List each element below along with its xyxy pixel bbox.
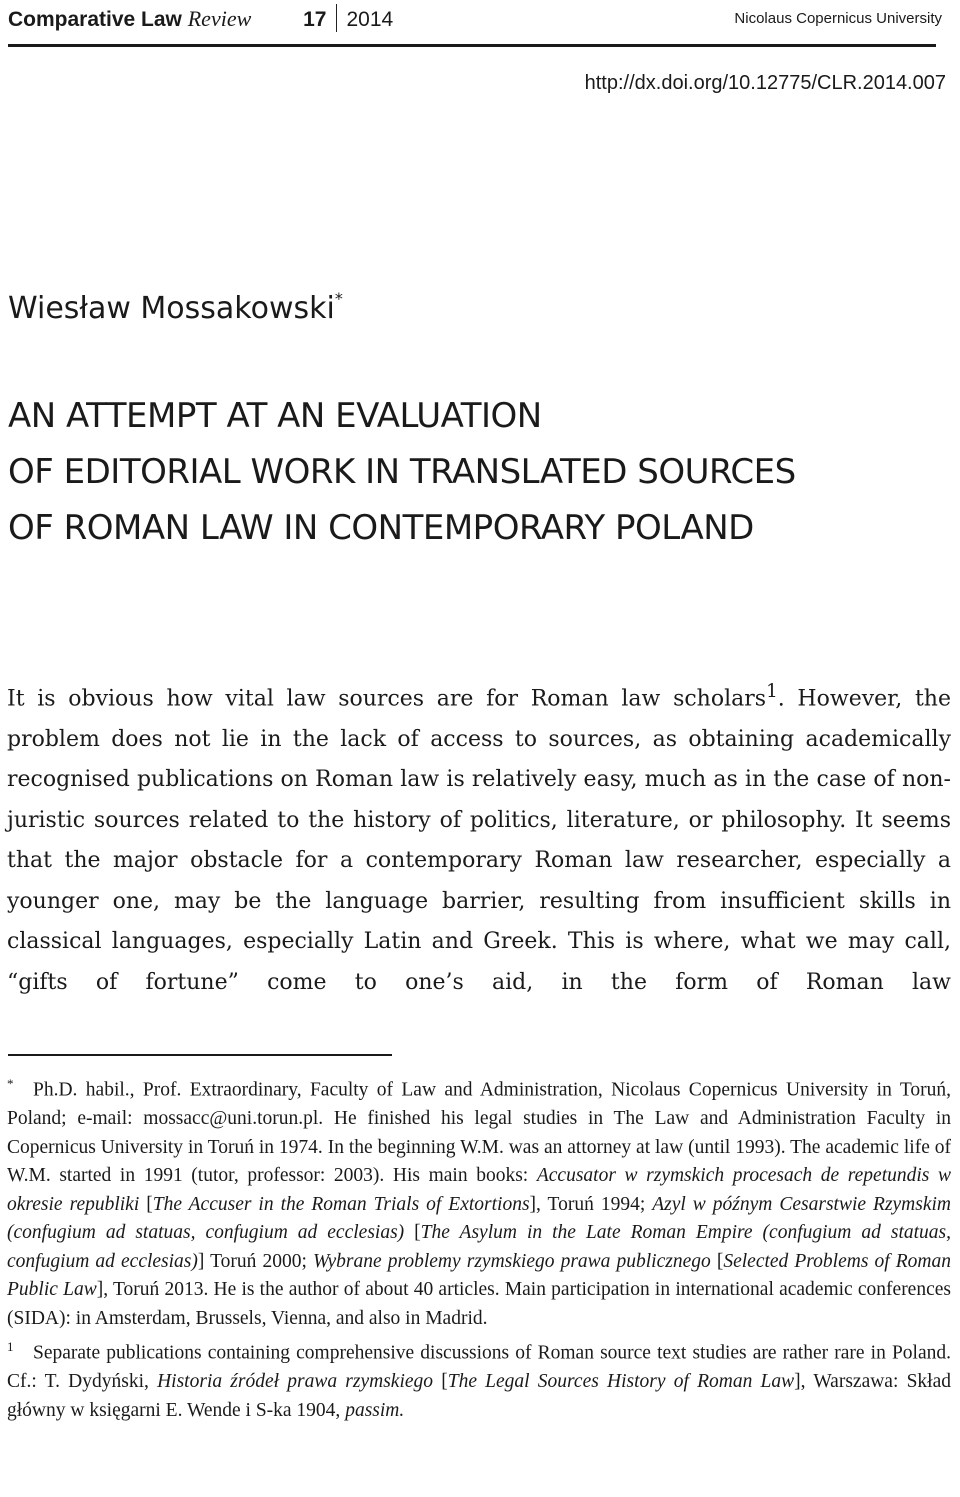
title-line: OF ROMAN LAW IN CONTEMPORARY POLAND bbox=[8, 508, 754, 548]
body-paragraph bbox=[7, 672, 951, 1003]
footnotes bbox=[7, 1070, 951, 1425]
doi-link[interactable]: http://dx.doi.org/10.12775/CLR.2014.007 bbox=[584, 72, 946, 94]
footnote-ref-1: 1 bbox=[766, 681, 778, 702]
journal-name: Comparative Law bbox=[8, 8, 182, 31]
title-line: OF EDITORIAL WORK IN TRANSLATED SOURCES bbox=[8, 452, 796, 492]
footnote-author: * Ph.D. habil., Prof. Extraordinary, Faculty of Law and Administration, Nicolaus Copernicus University in Toruń, Poland; e-mail: mossacc@uni.torun.pl. He finished his legal studies in The Law and Administration Faculty in Copernicus University in Toruń in 1974. In the beginning W.M. was an attorney at law (until 1993). The academic life of W.M. started in 1991 (tutor, professor: 2003). His main books: Accusator w rzymskich procesach de repetundis w okresie republiki [The Accuser in the Roman Trials of Extortions], Toruń 1994; Azyl w późnym Cesarstwie Rzymskim (confugium ad statuas, confugium ad ecclesias) [The Asylum in the Late Roman Empire (confugium ad statuas, confugium ad ecclesias)] Toruń 2000; Wybrane problemy rzymskiego prawa publicznego [Selected Problems of Roman Public Law], Toruń 2013. He is the author of about 40 articles. Main participation in international academic conferences (SIDA): in Amsterdam, Brussels, Vienna, and also in Madrid. bbox=[7, 1070, 951, 1333]
footnote-1: $^1$ Separate publications containing comprehensive discussions of Roman source text studies are rather rare in Poland. Cf.: T. Dydyński, Historia źródeł prawa rzymskiego [The Legal Sources History of Roman Law], Warszawa: Skład główny w księgarni E. Wende i S-ka 1904, passim. bbox=[7, 1333, 951, 1425]
journal-year: 2014 bbox=[346, 8, 394, 31]
author-name-text: Wiesław Mossakowski bbox=[8, 291, 335, 326]
footnote-mark: * bbox=[7, 1076, 14, 1091]
body-text-continued: . However, the problem does not lie in the lack of access to sources, as obtaining academically recognised publications on Roman law is relatively easy, much as in the case of non-juristic sources related to the history of politics, literature, or philosophy. It seems that the major obstacle for a contemporary Roman law researcher, especially a younger one, may be the language barrier, resulting from insufficient skills in classical languages, especially Latin and Greek. This is where, what we may call, “gifts of fortune” come to one’s aid, in the form of Roman law bbox=[7, 686, 951, 995]
title-line: AN ATTEMPT AT AN EVALUATION bbox=[8, 396, 542, 436]
author-name bbox=[8, 289, 343, 326]
journal-review-word: Review bbox=[187, 6, 252, 31]
journal-volume: 17 bbox=[303, 8, 327, 31]
author-footnote-mark: * bbox=[334, 289, 343, 308]
article-title bbox=[8, 388, 796, 556]
footnote-rule bbox=[8, 1054, 392, 1056]
header-rule bbox=[8, 44, 936, 47]
running-header bbox=[8, 4, 946, 34]
publisher-university: Nicolaus Copernicus University bbox=[734, 10, 942, 27]
body-text: It is obvious how vital law sources are for Roman law scholars bbox=[7, 686, 767, 712]
journal-title bbox=[8, 4, 393, 32]
footnote-mark: 1 bbox=[7, 1339, 14, 1354]
header-separator bbox=[336, 4, 337, 32]
